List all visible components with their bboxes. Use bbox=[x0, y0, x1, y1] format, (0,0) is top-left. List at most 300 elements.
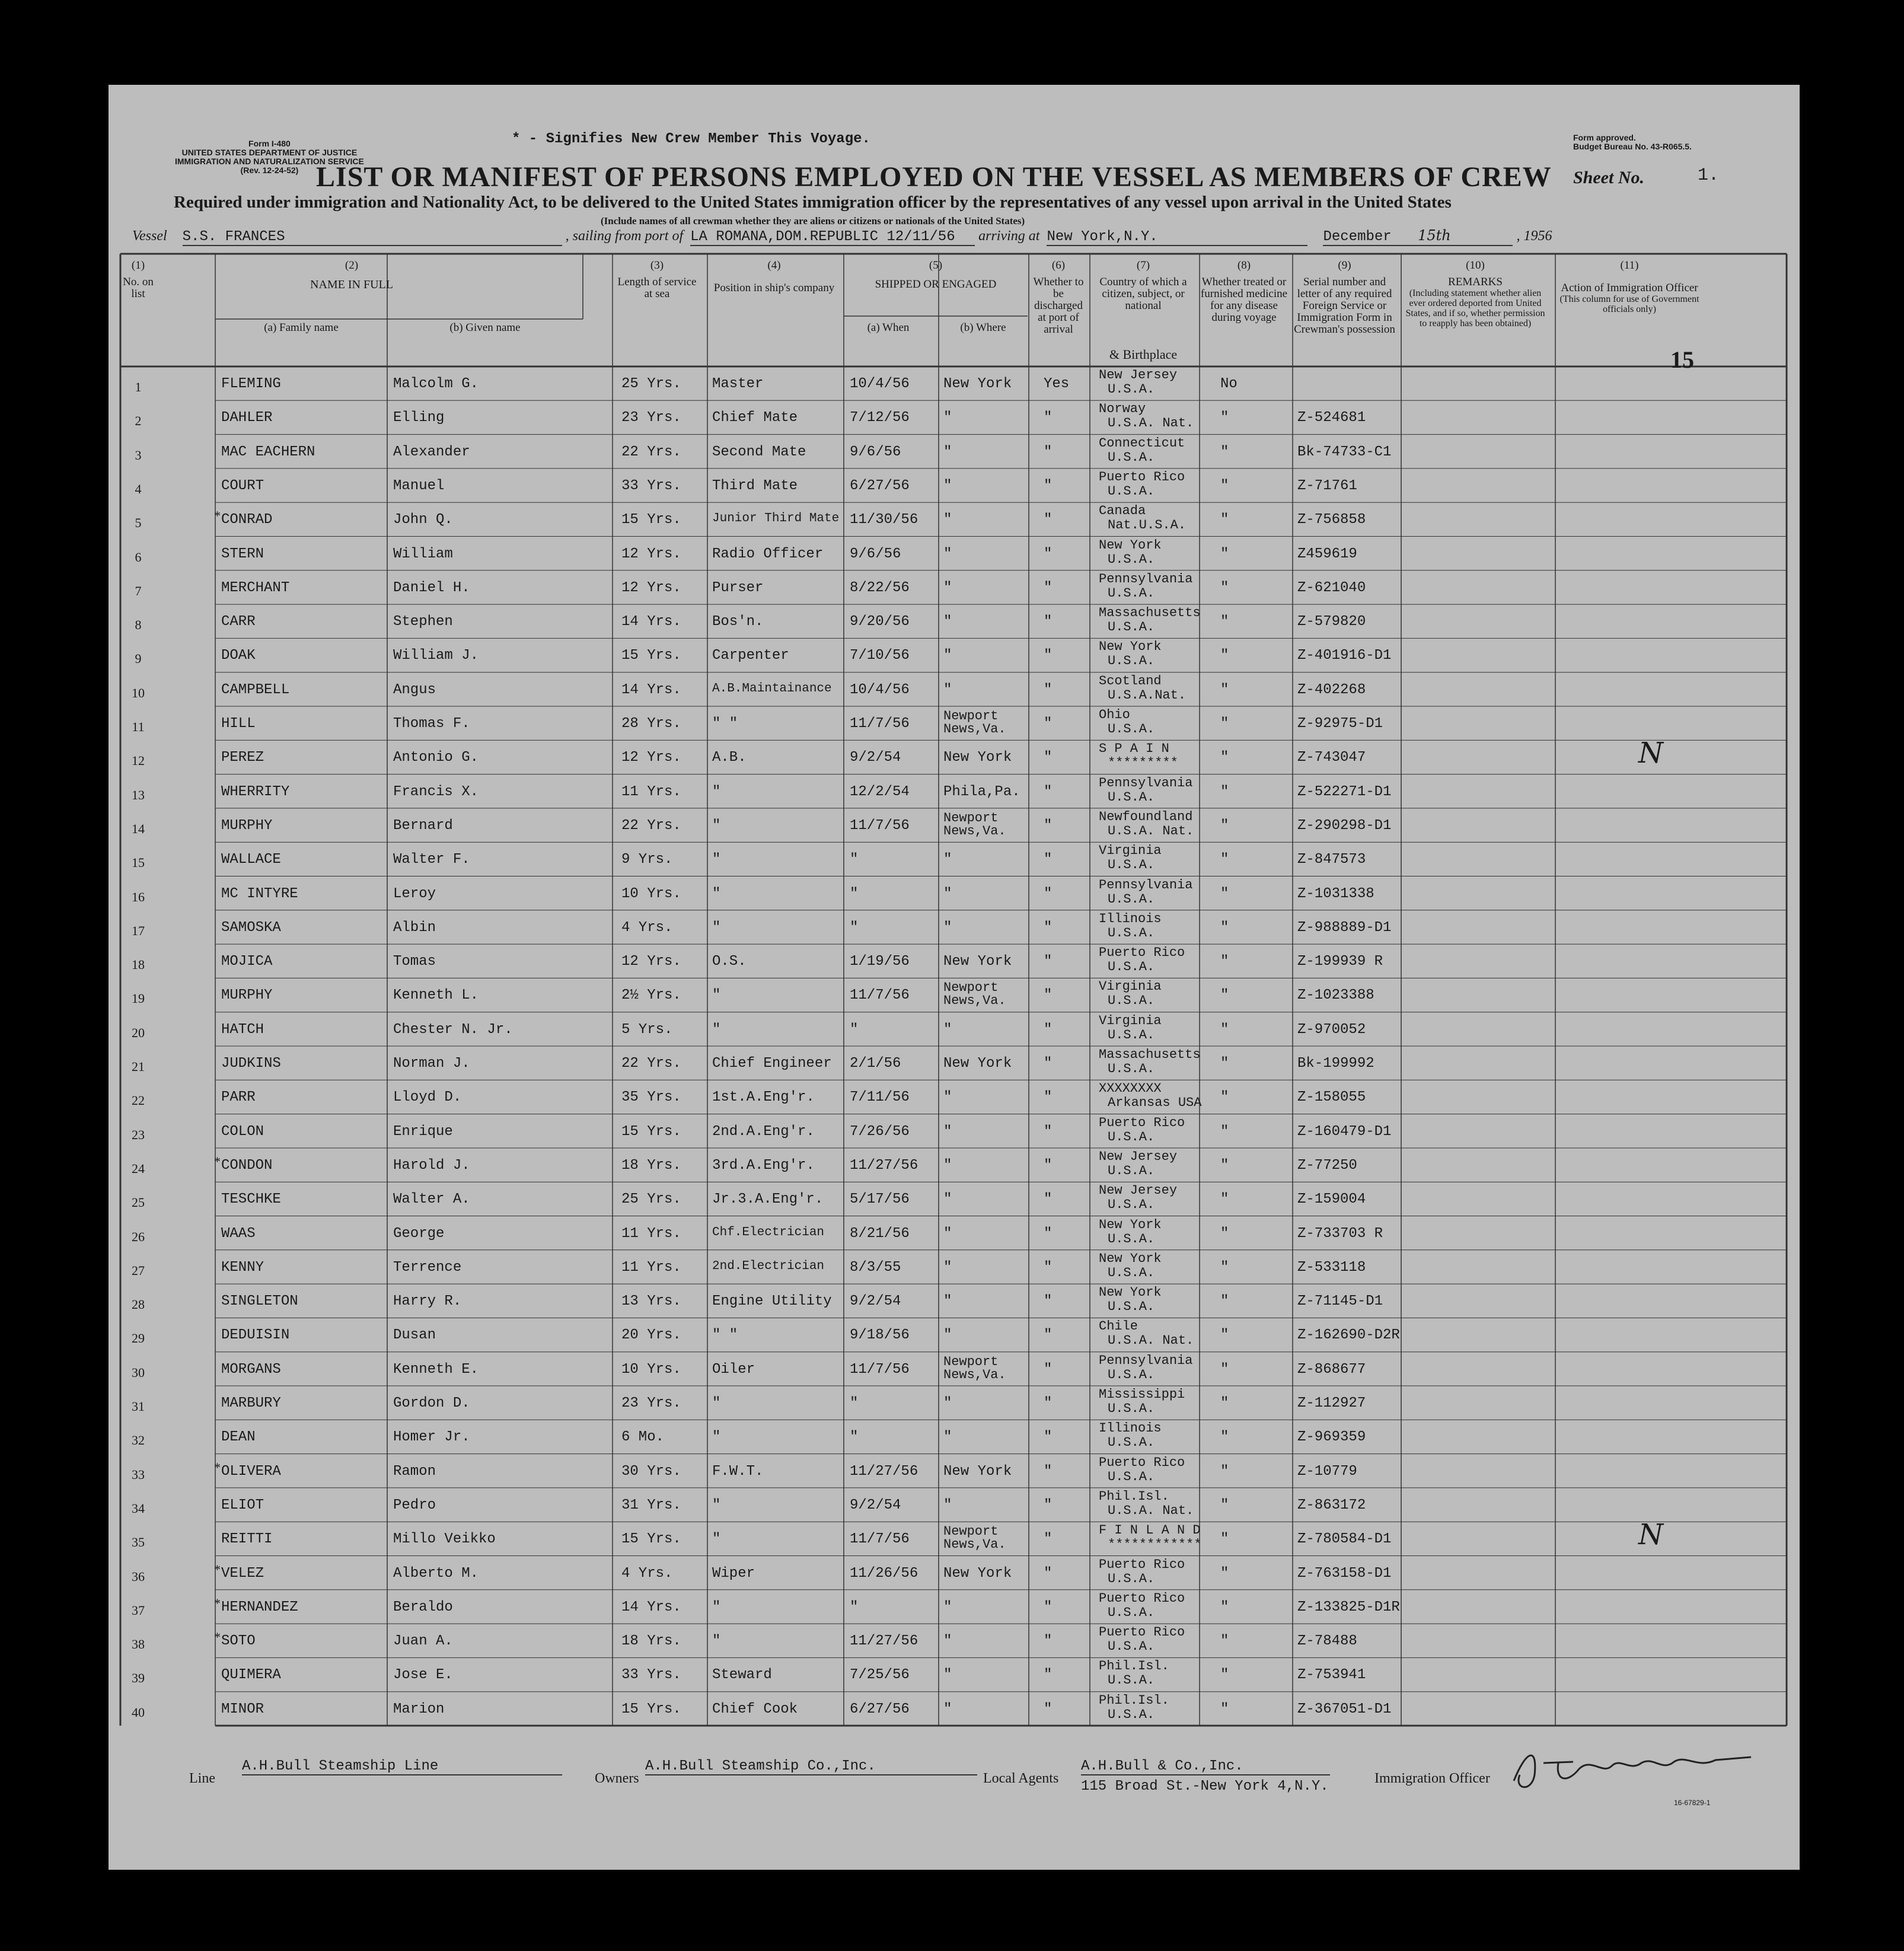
shipped-where: " bbox=[943, 614, 952, 630]
shipped-where: " bbox=[943, 919, 952, 936]
length-of-service: 13 Yrs. bbox=[621, 1293, 681, 1310]
country-line-1: S P A I N bbox=[1099, 741, 1169, 757]
country-line-1: New York bbox=[1099, 1217, 1162, 1232]
service-name: IMMIGRATION AND NATURALIZATION SERVICE bbox=[175, 157, 364, 166]
family-name: PEREZ bbox=[221, 750, 264, 766]
family-name: MARBURY bbox=[221, 1395, 281, 1411]
serial-number: Z-78488 bbox=[1297, 1633, 1357, 1650]
given-name: William J. bbox=[393, 648, 479, 664]
position: 2nd.A.Eng'r. bbox=[712, 1123, 815, 1140]
discharged: " bbox=[1044, 1633, 1053, 1650]
shipped-when: 8/21/56 bbox=[850, 1225, 910, 1242]
shipped-when: 11/27/56 bbox=[850, 1157, 918, 1174]
discharged: " bbox=[1044, 1565, 1053, 1582]
position: 2nd.Electrician bbox=[712, 1259, 825, 1273]
col-shipped: SHIPPED OR ENGAGED bbox=[875, 278, 997, 291]
country-line-1: New York bbox=[1099, 1251, 1162, 1266]
family-name: HATCH bbox=[221, 1021, 264, 1038]
country-line-2: U.S.A. bbox=[1108, 585, 1155, 601]
country-line-1: New Jersey bbox=[1099, 1149, 1178, 1164]
country-line-1: Puerto Rico bbox=[1099, 945, 1185, 961]
length-of-service: 18 Yrs. bbox=[621, 1633, 681, 1650]
col-num-4: (4) bbox=[767, 259, 781, 272]
document-subtitle: Required under immigration and Nationality Act, to be delivered to the United States immigration officer by the representatives of any vessel upon arrival in the United States bbox=[174, 193, 1452, 212]
position: Radio Officer bbox=[712, 546, 824, 562]
family-name: MC INTYRE bbox=[221, 885, 298, 902]
treated: " bbox=[1220, 410, 1229, 426]
position: Steward bbox=[712, 1667, 772, 1684]
position: 1st.A.Eng'r. bbox=[712, 1089, 815, 1106]
given-name: Malcolm G. bbox=[393, 376, 479, 392]
row-number: 8 bbox=[135, 617, 142, 633]
serial-number: Z-10779 bbox=[1297, 1463, 1357, 1480]
length-of-service: 22 Yrs. bbox=[621, 817, 681, 834]
treated: " bbox=[1220, 750, 1229, 766]
vessel-name: S.S. FRANCES bbox=[183, 229, 562, 246]
discharged: " bbox=[1044, 817, 1053, 834]
country-line-2: U.S.A. bbox=[1108, 959, 1155, 975]
country-line-1: Puerto Rico bbox=[1099, 1625, 1185, 1640]
position: " bbox=[712, 852, 721, 868]
serial-number: Z-401916-D1 bbox=[1297, 648, 1392, 664]
position: " bbox=[712, 1429, 721, 1446]
arrival-day: 15th bbox=[1418, 227, 1451, 244]
position: 3rd.A.Eng'r. bbox=[712, 1157, 815, 1174]
treated: " bbox=[1220, 1565, 1229, 1582]
row-number: 13 bbox=[132, 787, 145, 802]
discharged: Yes bbox=[1044, 376, 1070, 392]
serial-number: Z-868677 bbox=[1297, 1361, 1366, 1378]
treated: " bbox=[1220, 1497, 1229, 1513]
length-of-service: 12 Yrs. bbox=[621, 546, 681, 562]
shipped-where: " bbox=[943, 579, 952, 596]
country-line-1: Virginia bbox=[1099, 979, 1162, 994]
position: Purser bbox=[712, 579, 764, 596]
position: F.W.T. bbox=[712, 1463, 764, 1480]
shipped-when: 9/2/54 bbox=[850, 1293, 901, 1310]
col-num-7: (7) bbox=[1136, 259, 1150, 272]
given-name: Walter A. bbox=[393, 1191, 470, 1208]
position: A.B.Maintainance bbox=[712, 681, 832, 696]
year-suffix: 6 bbox=[1545, 228, 1552, 244]
officer-label: Immigration Officer bbox=[1374, 1771, 1490, 1786]
length-of-service: 15 Yrs. bbox=[621, 648, 681, 664]
length-of-service: 15 Yrs. bbox=[621, 1123, 681, 1140]
length-of-service: 11 Yrs. bbox=[621, 1225, 681, 1242]
new-member-star: * bbox=[214, 1561, 221, 1577]
country-line-1: Ohio bbox=[1099, 707, 1130, 722]
given-name: John Q. bbox=[393, 512, 453, 528]
position: " bbox=[712, 885, 721, 902]
family-name: WHERRITY bbox=[221, 783, 290, 800]
length-of-service: 28 Yrs. bbox=[621, 716, 681, 732]
country-line-2: U.S.A. bbox=[1108, 1299, 1155, 1315]
given-name: Angus bbox=[393, 681, 436, 698]
treated: " bbox=[1220, 1599, 1229, 1615]
given-name: Lloyd D. bbox=[393, 1089, 462, 1106]
country-line-1: Canada bbox=[1099, 503, 1146, 519]
row-number: 20 bbox=[132, 1025, 145, 1040]
position: Engine Utility bbox=[712, 1293, 832, 1310]
country-line-1: Norway bbox=[1099, 401, 1146, 417]
col-serial: Serial number and letter of any required Foreign Service or Immigration Form in Crewman's possession bbox=[1294, 276, 1395, 336]
row-number: 31 bbox=[132, 1399, 145, 1414]
position: Wiper bbox=[712, 1565, 755, 1582]
shipped-where: " bbox=[943, 648, 952, 664]
serial-number: Z-780584-D1 bbox=[1297, 1531, 1392, 1548]
serial-number: Z-402268 bbox=[1297, 681, 1366, 698]
position: " " bbox=[712, 1327, 738, 1344]
serial-number: Z-159004 bbox=[1297, 1191, 1366, 1208]
shipped-where: Newport News,Va. bbox=[943, 810, 1006, 839]
country-line-1: Mississippi bbox=[1099, 1387, 1185, 1402]
shipped-where: Newport News,Va. bbox=[943, 1524, 1006, 1552]
length-of-service: 10 Yrs. bbox=[621, 1361, 681, 1378]
row-number: 15 bbox=[132, 855, 145, 871]
discharged: " bbox=[1044, 987, 1053, 1004]
form-revision: (Rev. 12-24-52) bbox=[240, 165, 299, 175]
shipped-when: 6/27/56 bbox=[850, 477, 910, 494]
budget-bureau: Budget Bureau No. 43-R065.5. bbox=[1573, 142, 1692, 151]
position: Oiler bbox=[712, 1361, 755, 1378]
line-value: A.H.Bull Steamship Line bbox=[242, 1758, 562, 1775]
discharged: " bbox=[1044, 512, 1053, 528]
treated: " bbox=[1220, 716, 1229, 732]
serial-number: Z-533118 bbox=[1297, 1259, 1366, 1276]
treated: " bbox=[1220, 817, 1229, 834]
discharged: " bbox=[1044, 1056, 1053, 1072]
shipped-when: 7/26/56 bbox=[850, 1123, 910, 1140]
family-name: KENNY bbox=[221, 1259, 264, 1276]
position: " bbox=[712, 1531, 721, 1548]
family-name: MINOR bbox=[221, 1701, 264, 1717]
serial-number: Z-158055 bbox=[1297, 1089, 1366, 1106]
agents-label: Local Agents bbox=[983, 1771, 1059, 1786]
country-line-2: Arkansas USA bbox=[1108, 1095, 1202, 1111]
serial-number: Z-579820 bbox=[1297, 614, 1366, 630]
discharged: " bbox=[1044, 648, 1053, 664]
discharged: " bbox=[1044, 477, 1053, 494]
length-of-service: 15 Yrs. bbox=[621, 1531, 681, 1548]
col-given-name: (b) Given name bbox=[449, 321, 521, 334]
new-member-star: * bbox=[214, 508, 221, 524]
serial-number: Z-733703 R bbox=[1297, 1225, 1383, 1242]
row-number: 37 bbox=[132, 1602, 145, 1618]
given-name: Beraldo bbox=[393, 1599, 453, 1615]
arrival-month: December bbox=[1323, 229, 1392, 245]
col-country: Country of which a citizen, subject, or national bbox=[1099, 276, 1187, 312]
shipped-when: 9/6/56 bbox=[850, 546, 901, 562]
serial-number: Z-160479-D1 bbox=[1297, 1123, 1392, 1140]
new-member-star: * bbox=[214, 1595, 221, 1611]
shipped-where: " bbox=[943, 1123, 952, 1140]
discharged: " bbox=[1044, 1701, 1053, 1717]
shipped-when: 1/19/56 bbox=[850, 954, 910, 970]
country-line-2: U.S.A. bbox=[1108, 1639, 1155, 1654]
col-name-in-full: NAME IN FULL bbox=[310, 278, 393, 291]
shipped-where: Phila,Pa. bbox=[943, 783, 1020, 800]
position: A.B. bbox=[712, 750, 747, 766]
discharged: " bbox=[1044, 1599, 1053, 1615]
row-number: 24 bbox=[132, 1161, 145, 1176]
shipped-when: 9/2/54 bbox=[850, 750, 901, 766]
length-of-service: 23 Yrs. bbox=[621, 410, 681, 426]
row-number: 17 bbox=[132, 923, 145, 938]
row-number: 1 bbox=[135, 380, 142, 394]
new-member-star: * bbox=[214, 1630, 221, 1645]
length-of-service: 12 Yrs. bbox=[621, 750, 681, 766]
row-number: 21 bbox=[132, 1059, 145, 1074]
country-line-1: Newfoundland bbox=[1099, 809, 1193, 824]
given-name: Homer Jr. bbox=[393, 1429, 470, 1446]
row-number: 14 bbox=[132, 821, 145, 836]
position: Chief Mate bbox=[712, 410, 798, 426]
given-name: Jose E. bbox=[393, 1667, 453, 1684]
length-of-service: 4 Yrs. bbox=[621, 919, 673, 936]
discharged: " bbox=[1044, 1395, 1053, 1411]
family-name: MOJICA bbox=[221, 954, 273, 970]
serial-number: Z-71145-D1 bbox=[1297, 1293, 1383, 1310]
shipped-when: 7/10/56 bbox=[850, 648, 910, 664]
discharged: " bbox=[1044, 614, 1053, 630]
position: " bbox=[712, 987, 721, 1004]
given-name: Albin bbox=[393, 919, 436, 936]
length-of-service: 2½ Yrs. bbox=[621, 987, 681, 1004]
serial-number: Z-290298-D1 bbox=[1297, 817, 1392, 834]
treated: " bbox=[1220, 1395, 1229, 1411]
shipped-when: 5/17/56 bbox=[850, 1191, 910, 1208]
shipped-when: 7/25/56 bbox=[850, 1667, 910, 1684]
shipped-where: " bbox=[943, 1293, 952, 1310]
shipped-where: " bbox=[943, 1497, 952, 1513]
country-line-1: Puerto Rico bbox=[1099, 469, 1185, 484]
given-name: Gordon D. bbox=[393, 1395, 470, 1411]
treated: " bbox=[1220, 783, 1229, 800]
row-number: 34 bbox=[132, 1500, 145, 1516]
shipped-when: 11/26/56 bbox=[850, 1565, 918, 1582]
family-name: CONDON bbox=[221, 1157, 273, 1174]
family-name: MORGANS bbox=[221, 1361, 281, 1378]
country-line-2: U.S.A. bbox=[1108, 1231, 1155, 1247]
country-line-1: Chile bbox=[1099, 1319, 1138, 1334]
shipped-when: " bbox=[850, 1395, 859, 1411]
row-number: 23 bbox=[132, 1127, 145, 1142]
country-line-1: Virginia bbox=[1099, 843, 1162, 859]
owners-value: A.H.Bull Steamship Co.,Inc. bbox=[645, 1758, 977, 1775]
position: " bbox=[712, 1599, 721, 1615]
col-family-name: (a) Family name bbox=[264, 321, 339, 334]
given-name: Antonio G. bbox=[393, 750, 479, 766]
discharged: " bbox=[1044, 1497, 1053, 1513]
country-line-1: Virginia bbox=[1099, 1013, 1162, 1028]
length-of-service: 15 Yrs. bbox=[621, 1701, 681, 1717]
shipped-where: " bbox=[943, 1633, 952, 1650]
serial-number: Z-863172 bbox=[1297, 1497, 1366, 1513]
family-name: JUDKINS bbox=[221, 1056, 281, 1072]
length-of-service: 12 Yrs. bbox=[621, 954, 681, 970]
row-number: 3 bbox=[135, 447, 142, 463]
serial-number: Z-970052 bbox=[1297, 1021, 1366, 1038]
shipped-when: 12/2/54 bbox=[850, 783, 910, 800]
col-discharged: Whether to be discharged at port of arrival bbox=[1033, 276, 1084, 336]
discharged: " bbox=[1044, 885, 1053, 902]
row-number: 2 bbox=[135, 413, 142, 429]
serial-number: Z-1031338 bbox=[1297, 885, 1374, 902]
sheet-number: 1. bbox=[1698, 165, 1720, 186]
treated: No bbox=[1220, 376, 1238, 392]
discharged: " bbox=[1044, 579, 1053, 596]
country-line-2: U.S.A. bbox=[1108, 653, 1155, 669]
col-when: (a) When bbox=[867, 321, 910, 334]
col-num-2: (2) bbox=[345, 259, 359, 272]
position: " bbox=[712, 1633, 721, 1650]
col-where: (b) Where bbox=[960, 321, 1006, 334]
given-name: George bbox=[393, 1225, 445, 1242]
country-line-1: Pennsylvania bbox=[1099, 877, 1193, 892]
country-line-1: Massachusetts bbox=[1099, 1047, 1201, 1062]
discharged: " bbox=[1044, 444, 1053, 460]
length-of-service: 20 Yrs. bbox=[621, 1327, 681, 1344]
treated: " bbox=[1220, 1191, 1229, 1208]
treated: " bbox=[1220, 954, 1229, 970]
shipped-when: 2/1/56 bbox=[850, 1056, 901, 1072]
shipped-when: 11/27/56 bbox=[850, 1633, 918, 1650]
col-num-10: (10) bbox=[1466, 259, 1485, 272]
shipped-where: " bbox=[943, 546, 952, 562]
shipped-where: " bbox=[943, 1395, 952, 1411]
family-name: DAHLER bbox=[221, 410, 273, 426]
country-line-1: Illinois bbox=[1099, 911, 1162, 926]
position: Junior Third Mate bbox=[712, 512, 840, 526]
discharged: " bbox=[1044, 1089, 1053, 1106]
row-number: 30 bbox=[132, 1365, 145, 1380]
treated: " bbox=[1220, 1056, 1229, 1072]
family-name: REITTI bbox=[221, 1531, 273, 1548]
country-line-2: U.S.A. bbox=[1108, 620, 1155, 635]
family-name: HERNANDEZ bbox=[221, 1599, 298, 1615]
discharged: " bbox=[1044, 1531, 1053, 1548]
country-line-1: XXXXXXXX bbox=[1099, 1081, 1162, 1096]
shipped-when: 11/27/56 bbox=[850, 1463, 918, 1480]
discharged: " bbox=[1044, 1327, 1053, 1344]
country-line-1: Puerto Rico bbox=[1099, 1455, 1185, 1470]
country-line-2: U.S.A. bbox=[1108, 1605, 1155, 1620]
row-number: 40 bbox=[132, 1704, 145, 1720]
family-name: COURT bbox=[221, 477, 264, 494]
treated: " bbox=[1220, 987, 1229, 1004]
family-name: DEAN bbox=[221, 1429, 256, 1446]
new-member-star: * bbox=[214, 1459, 221, 1475]
treated: " bbox=[1220, 852, 1229, 868]
arriving-port: New York,N.Y. bbox=[1047, 229, 1307, 246]
country-line-1: Phil.Isl. bbox=[1099, 1692, 1169, 1708]
serial-number: Z-524681 bbox=[1297, 410, 1366, 426]
position: Chief Cook bbox=[712, 1701, 798, 1717]
treated: " bbox=[1220, 1633, 1229, 1650]
country-line-2: U.S.A. bbox=[1108, 1197, 1155, 1213]
country-line-2: U.S.A. bbox=[1108, 722, 1155, 737]
country-line-2: U.S.A. bbox=[1108, 1469, 1155, 1484]
given-name: Elling bbox=[393, 410, 445, 426]
family-name: OLIVERA bbox=[221, 1463, 281, 1480]
given-name: Ramon bbox=[393, 1463, 436, 1480]
shipped-where: " bbox=[943, 1701, 952, 1717]
row-number: 26 bbox=[132, 1229, 145, 1244]
include-note: (Include names of all crewman whether they are aliens or citizens or nationals of the United States) bbox=[601, 215, 1025, 227]
shipped-where: " bbox=[943, 1327, 952, 1344]
shipped-when: 11/7/56 bbox=[850, 817, 910, 834]
country-line-2: U.S.A. bbox=[1108, 857, 1155, 873]
country-line-2: U.S.A. bbox=[1108, 1265, 1155, 1280]
row-number: 11 bbox=[132, 719, 145, 734]
shipped-when: " bbox=[850, 885, 859, 902]
given-name: Dusan bbox=[393, 1327, 436, 1344]
shipped-where: Newport News,Va. bbox=[943, 709, 1006, 737]
sheet-label: Sheet No. bbox=[1573, 168, 1644, 187]
given-name: Thomas F. bbox=[393, 716, 470, 732]
shipped-when: 10/4/56 bbox=[850, 681, 910, 698]
shipped-when: 9/18/56 bbox=[850, 1327, 910, 1344]
discharged: " bbox=[1044, 681, 1053, 698]
discharged: " bbox=[1044, 1429, 1053, 1446]
shipped-where: " bbox=[943, 1429, 952, 1446]
position: " bbox=[712, 783, 721, 800]
family-name: ELIOT bbox=[221, 1497, 264, 1513]
treated: " bbox=[1220, 1021, 1229, 1038]
length-of-service: 11 Yrs. bbox=[621, 783, 681, 800]
country-line-2: ********* bbox=[1108, 755, 1178, 771]
discharged: " bbox=[1044, 1463, 1053, 1480]
row-number: 10 bbox=[132, 685, 145, 700]
col-remarks-note: (Including statement whether alien ever ordered deported from United States, and if so, whether permission to reapply has been obtained) bbox=[1405, 288, 1545, 329]
row-number: 16 bbox=[132, 889, 145, 904]
row-number: 18 bbox=[132, 957, 145, 973]
length-of-service: 30 Yrs. bbox=[621, 1463, 681, 1480]
length-of-service: 12 Yrs. bbox=[621, 579, 681, 596]
treated: " bbox=[1220, 477, 1229, 494]
country-line-2: U.S.A. Nat. bbox=[1108, 1333, 1194, 1349]
given-name: William bbox=[393, 546, 453, 562]
family-name: WAAS bbox=[221, 1225, 256, 1242]
length-of-service: 31 Yrs. bbox=[621, 1497, 681, 1513]
treated: " bbox=[1220, 681, 1229, 698]
discharged: " bbox=[1044, 919, 1053, 936]
col-birthplace: & Birthplace bbox=[1109, 347, 1178, 362]
position: Chf.Electrician bbox=[712, 1225, 825, 1239]
country-line-1: Puerto Rico bbox=[1099, 1557, 1185, 1572]
family-name: MERCHANT bbox=[221, 579, 290, 596]
serial-number: Z-92975-D1 bbox=[1297, 716, 1383, 732]
shipped-when: 9/20/56 bbox=[850, 614, 910, 630]
treated: " bbox=[1220, 1259, 1229, 1276]
country-line-1: New Jersey bbox=[1099, 1183, 1178, 1198]
shipped-where: New York bbox=[943, 1056, 1012, 1072]
country-line-1: Phil.Isl. bbox=[1099, 1488, 1169, 1504]
action-count: 15 bbox=[1670, 346, 1694, 373]
given-name: Pedro bbox=[393, 1497, 436, 1513]
country-line-2: U.S.A. bbox=[1108, 1367, 1155, 1382]
given-name: Manuel bbox=[393, 477, 445, 494]
treated: " bbox=[1220, 1225, 1229, 1242]
agents-value: A.H.Bull & Co.,Inc. bbox=[1081, 1758, 1330, 1775]
shipped-where: New York bbox=[943, 376, 1012, 392]
shipped-where: " bbox=[943, 512, 952, 528]
shipped-where: New York bbox=[943, 750, 1012, 766]
treated: " bbox=[1220, 1531, 1229, 1548]
shipped-where: " bbox=[943, 852, 952, 868]
family-name: CAMPBELL bbox=[221, 681, 290, 698]
given-name: Francis X. bbox=[393, 783, 479, 800]
